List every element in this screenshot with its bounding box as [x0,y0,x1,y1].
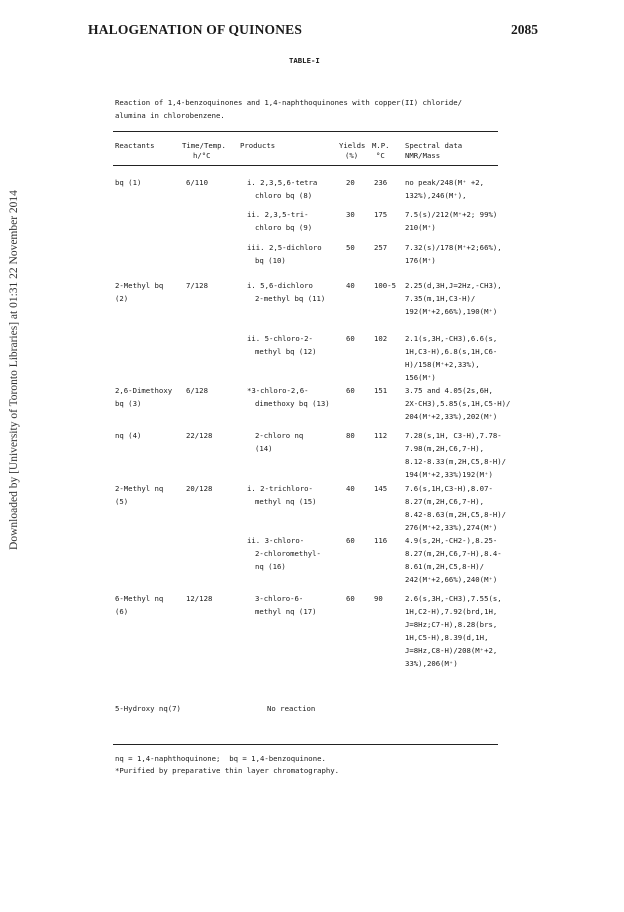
mp-cell: 175 [374,210,388,219]
spectral-cell: 2.1(s,3H,-CH3),6.6(s, [405,334,498,343]
spectral-cell: no peak/248(M⁺ +2, [405,178,485,187]
spectral-cell: 7.6(s,1H,C3-H),8.07- [405,484,493,493]
reactant-cell: (5) [115,497,129,506]
product-cell: methyl bq (12) [255,347,317,356]
reactant-cell: 5-Hydroxy nq(7) [115,704,181,713]
spectral-cell: 1H,C5-H),8.39(d,1H, [405,633,489,642]
spectral-cell: 7.5(s)/212(M⁺+2; 99%) [405,210,498,219]
reactant-cell: 2-Methyl bq [115,281,164,290]
reactant-cell: (6) [115,607,129,616]
product-cell: ii. 5-chloro-2- [247,334,313,343]
spectral-cell: 8.12-8.33(m,2H,C5,8-H)/ [405,457,507,466]
spectral-cell: 2.6(s,3H,-CH3),7.55(s, [405,594,502,603]
yield-cell: 60 [346,334,355,343]
product-cell: 2-methyl bq (11) [255,294,326,303]
spectral-cell: 7.98(m,2H,C6,7-H), [405,444,485,453]
mp-cell: 112 [374,431,388,440]
header-yields-unit: (%) [345,151,359,160]
reactant-cell: (2) [115,294,129,303]
header-time-temp: Time/Temp. [182,141,226,150]
yield-cell: 60 [346,594,355,603]
spectral-cell: 156(M⁺) [405,373,436,382]
product-cell: nq (16) [255,562,286,571]
header-mp-unit: °C [376,151,385,160]
time-temp-cell: 7/128 [186,281,208,290]
table-caption-line: Reaction of 1,4-benzoquinones and 1,4-naphthoquinones with copper(II) chloride/ [115,98,463,107]
mp-cell: 100-5 [374,281,396,290]
header-time-temp-unit: h/°C [193,151,211,160]
spectral-cell: 8.42-8.63(m,2H,C5,8-H)/ [405,510,507,519]
spectral-cell: 8.27(m,2H,C6,7-H), [405,497,485,506]
yield-cell: 80 [346,431,355,440]
table-rule-top [113,131,498,132]
spectral-cell: 2.25(d,3H,J=2Hz,-CH3), [405,281,502,290]
header-yields: Yields [339,141,366,150]
running-head [88,22,538,42]
mp-cell: 145 [374,484,388,493]
mp-cell: 151 [374,386,388,395]
product-cell: 2-chloromethyl- [255,549,321,558]
mp-cell: 236 [374,178,388,187]
mp-cell: 90 [374,594,383,603]
yield-cell: 60 [346,386,355,395]
spectral-cell: 7.28(s,1H, C3-H),7.78- [405,431,502,440]
yield-cell: 20 [346,178,355,187]
spectral-cell: 204(M⁺+2,33%),202(M⁺) [405,412,498,421]
mp-cell: 102 [374,334,388,343]
reactant-cell: 6-Methyl nq [115,594,164,603]
reactant-cell: bq (3) [115,399,142,408]
reactant-cell: 2,6-Dimethoxy [115,386,173,395]
spectral-cell: 8.61(m,2H,C5,8-H)/ [405,562,485,571]
spectral-cell: 276(M⁺+2,33%),274(M⁺) [405,523,498,532]
spectral-cell: H)/158(M⁺+2,33%), [405,360,480,369]
time-temp-cell: 6/110 [186,178,208,187]
header-spectral: Spectral data [405,141,463,150]
yield-cell: 40 [346,484,355,493]
spectral-cell: 4.9(s,2H,-CH2-),8.25- [405,536,498,545]
product-cell: ii. 3-chloro- [247,536,305,545]
product-cell: methyl nq (17) [255,607,317,616]
spectral-cell: 210(M⁺) [405,223,436,232]
time-temp-cell: 20/128 [186,484,213,493]
product-cell: i. 2,3,5,6-tetra [247,178,318,187]
product-cell: No reaction [267,704,316,713]
spectral-cell: 2X-CH3),5.85(s,1H,C5-H)/ [405,399,511,408]
spectral-cell: 242(M⁺+2,66%),240(M⁺) [405,575,498,584]
yield-cell: 60 [346,536,355,545]
yield-cell: 50 [346,243,355,252]
product-cell: i. 2-trichloro- [247,484,313,493]
page-number: 2085 [511,22,538,37]
spectral-cell: 8.27(m,2H,C6,7-H),8.4- [405,549,502,558]
table-rule-bottom [113,744,498,745]
spectral-cell: 1H,C3-H),6.8(s,1H,C6- [405,347,498,356]
spectral-cell: J=8Hz,C8-H)/208(M⁺+2, [405,646,498,655]
product-cell: chloro bq (9) [255,223,313,232]
spectral-cell: 3.75 and 4.05(2s,6H, [405,386,493,395]
download-watermark-text: Downloaded by [University of Toronto Libraries] at 01:31 22 November 2014 [8,190,20,550]
table-footnote: nq = 1,4-naphthoquinone; bq = 1,4-benzoquinone. [115,754,326,763]
header-products: Products [240,141,276,150]
product-cell: 3-chloro-6- [255,594,304,603]
table-footnote: *Purified by preparative thin layer chromatography. [115,766,340,775]
product-cell: chloro bq (8) [255,191,313,200]
spectral-cell: 192(M⁺+2,66%),190(M⁺) [405,307,498,316]
spectral-cell: 132%),246(M⁺), [405,191,467,200]
product-cell: *3-chloro-2,6- [247,386,309,395]
table-title: TABLE-I [289,56,320,65]
header-reactants: Reactants [115,141,155,150]
yield-cell: 40 [346,281,355,290]
spectral-cell: 176(M⁺) [405,256,436,265]
mp-cell: 257 [374,243,388,252]
time-temp-cell: 12/128 [186,594,213,603]
product-cell: bq (10) [255,256,286,265]
product-cell: (14) [255,444,273,453]
download-watermark [6,120,22,620]
product-cell: dimethoxy bq (13) [255,399,330,408]
spectral-cell: 33%),206(M⁺) [405,659,458,668]
spectral-cell: 7.32(s)/178(M⁺+2;66%), [405,243,502,252]
reactant-cell: nq (4) [115,431,142,440]
product-cell: ii. 2,3,5-tri- [247,210,309,219]
spectral-cell: 7.35(m,1H,C3-H)/ [405,294,476,303]
reactant-cell: 2-Methyl nq [115,484,164,493]
table-rule-header [113,165,498,166]
product-cell: 2-chloro nq [255,431,304,440]
product-cell: i. 5,6-dichloro [247,281,313,290]
reactant-cell: bq (1) [115,178,142,187]
time-temp-cell: 22/128 [186,431,213,440]
product-cell: methyl nq (15) [255,497,317,506]
running-head-title: HALOGENATION OF QUINONES [88,22,303,37]
product-cell: iii. 2,5-dichloro [247,243,322,252]
mp-cell: 116 [374,536,388,545]
header-mp: M.P. [372,141,390,150]
spectral-cell: J=8Hz;C7-H),8.28(brs, [405,620,498,629]
spectral-cell: 1H,C2-H),7.92(brd,1H, [405,607,498,616]
yield-cell: 30 [346,210,355,219]
time-temp-cell: 6/128 [186,386,208,395]
header-spectral-sub: NMR/Mass [405,151,441,160]
table-caption-line: alumina in chlorobenzene. [115,111,225,120]
spectral-cell: 194(M⁺+2,33%)192(M⁺) [405,470,493,479]
